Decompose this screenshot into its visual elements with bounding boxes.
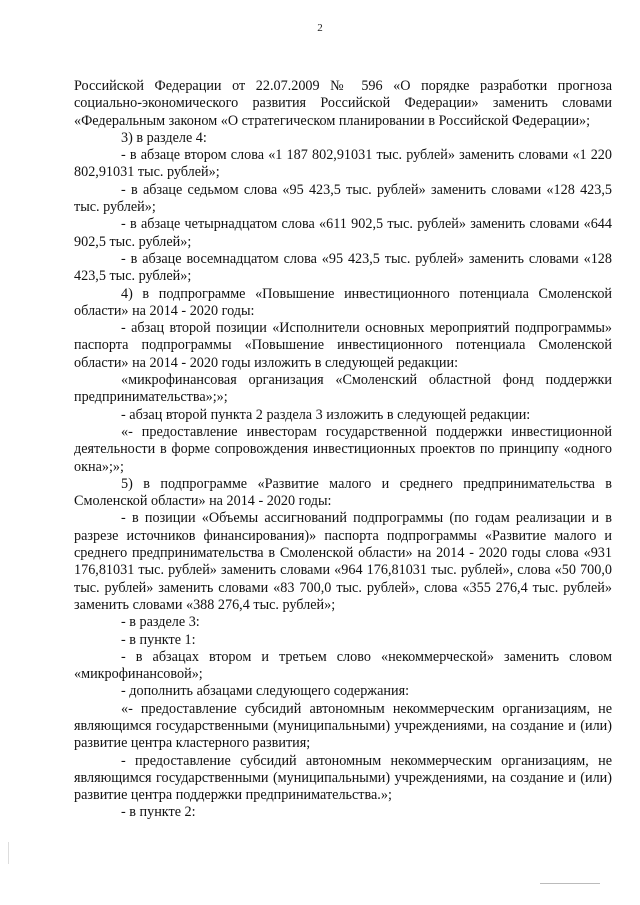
paragraph-14: - в разделе 3: bbox=[121, 614, 200, 631]
paragraph-13: - в позиции «Объемы ассигнований подпрограммы (по годам реализации и в разрезе источников финансирования)» паспорта подпрограммы «Развитие малого и среднего предпринимательства в Смоленской области» на 2014 - 2020 годы слова «931 176,81031 тыс. рублей» заменить словами «964 176,81031 тыс. рублей», слова «50 700,0 тыс. рублей» заменить словами «83 700,0 тыс. рублей», слова «355 276,4 тыс. рублей» заменить словами «388 276,4 тыс. рублей»; bbox=[74, 510, 612, 613]
scan-margin-mark bbox=[8, 842, 9, 864]
paragraph-7: 4) в подпрограмме «Повышение инвестиционного потенциала Смоленской области» на 2014 - 2020 годы: bbox=[74, 285, 612, 319]
paragraph-1: Российской Федерации от 22.07.2009 № 596 «О порядке разработки прогноза социально-экономического развития Российской Федерации» заменить словами «Федеральным законом «О стратегическом планировании в Российской Федерации»; bbox=[74, 78, 612, 129]
scan-corner-mark bbox=[540, 883, 600, 884]
paragraph-16: - в абзацах втором и третьем слово «некоммерческой» заменить словом «микрофинансовой»; bbox=[74, 648, 612, 683]
document-body bbox=[74, 78, 612, 822]
paragraph-19: - предоставление субсидий автономным некоммерческим организациям, не являющимся государственными (муниципальными) учреждениями, на создание и (или) развитие центра поддержки предпринимательства.»; bbox=[74, 752, 612, 804]
paragraph-3: - в абзаце втором слова «1 187 802,91031 тыс. рублей» заменить словами «1 220 802,91031 тыс. рублей»; bbox=[74, 147, 612, 181]
paragraph-4: - в абзаце седьмом слова «95 423,5 тыс. рублей» заменить словами «128 423,5 тыс. рублей»; bbox=[74, 181, 612, 216]
paragraph-10: - абзац второй пункта 2 раздела 3 изложить в следующей редакции: bbox=[121, 406, 531, 423]
paragraph-17: - дополнить абзацами следующего содержания: bbox=[121, 683, 410, 700]
paragraph-15: - в пункте 1: bbox=[121, 631, 196, 648]
paragraph-2: 3) в разделе 4: bbox=[121, 129, 207, 146]
paragraph-9: «микрофинансовая организация «Смоленский областной фонд поддержки предпринимательства»;»; bbox=[74, 372, 612, 406]
page-number: 2 bbox=[317, 22, 323, 34]
paragraph-11: «- предоставление инвесторам государственной поддержки инвестиционной деятельности в форме сопровождения инвестиционных проектов по принципу «одного окна»;»; bbox=[74, 423, 612, 475]
paragraph-12: 5) в подпрограмме «Развитие малого и среднего предпринимательства в Смоленской области» на 2014 - 2020 годы: bbox=[74, 475, 612, 510]
paragraph-18: «- предоставление субсидий автономным некоммерческим организациям, не являющимся государственными (муниципальными) учреждениями, на создание и (или) развитие центра кластерного развития; bbox=[74, 700, 612, 752]
paragraph-6: - в абзаце восемнадцатом слова «95 423,5 тыс. рублей» заменить словами «128 423,5 тыс. рублей»; bbox=[74, 250, 612, 285]
paragraph-5: - в абзаце четырнадцатом слова «611 902,5 тыс. рублей» заменить словами «644 902,5 тыс. рублей»; bbox=[74, 216, 612, 250]
paragraph-8: - абзац второй позиции «Исполнители основных мероприятий подпрограммы» паспорта подпрограммы «Повышение инвестиционного потенциала Смоленской области» на 2014 - 2020 годы изложить в следующей редакции: bbox=[74, 320, 612, 371]
paragraph-20: - в пункте 2: bbox=[121, 804, 196, 821]
